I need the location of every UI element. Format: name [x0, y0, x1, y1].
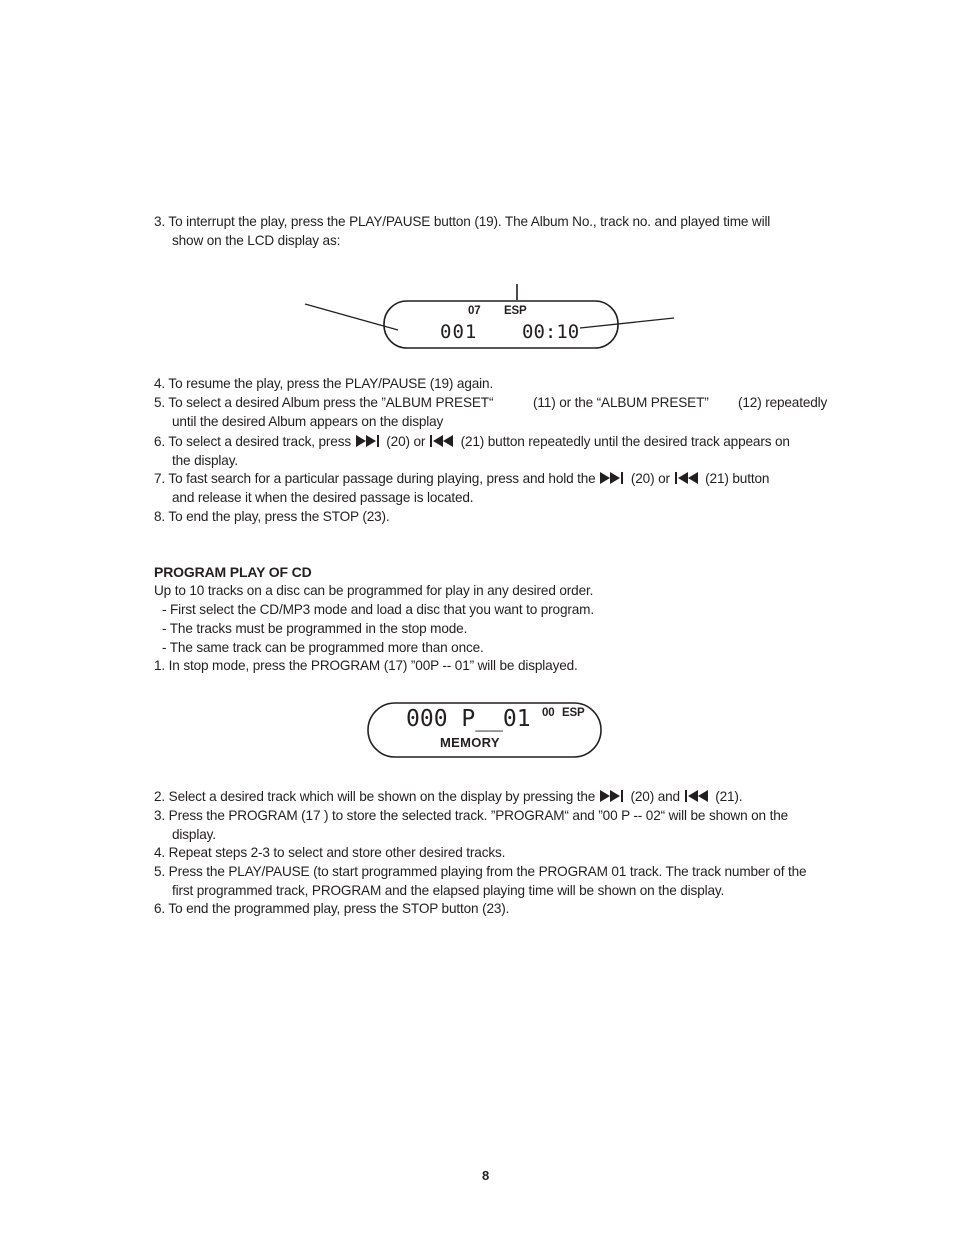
skip-backward-icon — [429, 434, 457, 448]
program-step-5-line-1: 5. Press the PLAY/PAUSE (to start programmed playing from the PROGRAM 01 track. The track number of the — [154, 864, 807, 879]
step-7-text-c: (21) button — [705, 471, 770, 486]
step-7-text-a: 7. To fast search for a particular passage during playing, press and hold the — [154, 471, 596, 486]
lcd1-album-number: 07 — [468, 305, 481, 317]
page-number: 8 — [482, 1168, 490, 1183]
step-6-text-a: 6. To select a desired track, press — [154, 434, 351, 449]
skip-forward-icon — [599, 789, 627, 803]
skip-forward-icon — [355, 434, 383, 448]
step-7-text-b: (20) or — [630, 471, 670, 486]
step-5-text-c: (12) repeatedly — [738, 395, 828, 410]
step-7-line-1 — [154, 469, 769, 488]
step-6-line-2: the display. — [172, 453, 238, 468]
program-step-1: 1. In stop mode, press the PROGRAM (17) ”00P -- 01” will be displayed. — [154, 658, 578, 673]
program-step-2-text-a: 2. Select a desired track which will be shown on the display by pressing the — [154, 789, 596, 804]
program-step-2 — [154, 787, 742, 806]
program-intro: Up to 10 tracks on a disc can be programmed for play in any desired order. — [154, 583, 594, 598]
program-step-2-text-b: (20) and — [630, 789, 680, 804]
step-8: 8. To end the play, press the STOP (23). — [154, 509, 390, 524]
program-step-3-line-2: display. — [172, 827, 216, 842]
lcd2-count: 00 — [542, 707, 555, 719]
step-4: 4. To resume the play, press the PLAY/PAUSE (19) again. — [154, 376, 494, 391]
step-3-line-2: show on the LCD display as: — [172, 233, 341, 248]
lcd2-esp-label: ESP — [562, 707, 585, 719]
program-bullet-1: - First select the CD/MP3 mode and load a disc that you want to program. — [162, 602, 594, 617]
lcd1-time: 00:10 — [522, 321, 580, 343]
skip-backward-icon — [684, 789, 712, 803]
step-3-line-1: 3. To interrupt the play, press the PLAY/PAUSE button (19). The Album No., track no. and played time will — [154, 214, 771, 229]
skip-forward-icon — [599, 471, 627, 485]
step-6-text-b: (20) or — [386, 434, 426, 449]
step-6-line-1 — [154, 432, 790, 451]
program-bullet-2: - The tracks must be programmed in the stop mode. — [162, 621, 468, 636]
lcd2-memory-label: MEMORY — [440, 735, 500, 750]
program-step-5-line-2: first programmed track, PROGRAM and the elapsed playing time will be shown on the display. — [172, 883, 725, 898]
lcd1-track-number: 001 — [440, 321, 478, 343]
program-step-2-text-c: (21). — [715, 789, 743, 804]
lcd1-esp-label: ESP — [504, 305, 527, 317]
step-7-line-2: and release it when the desired passage is located. — [172, 490, 474, 505]
step-6-text-c: (21) button repeatedly until the desired track appears on — [460, 434, 790, 449]
lcd2-digits: 000 P__01 — [406, 706, 531, 732]
skip-backward-icon — [674, 471, 702, 485]
step-5-line-1 — [154, 393, 493, 412]
program-step-4: 4. Repeat steps 2-3 to select and store other desired tracks. — [154, 845, 506, 860]
step-5-text-b: (11) or the “ALBUM PRESET” — [533, 395, 709, 410]
program-bullet-3: - The same track can be programmed more than once. — [162, 640, 484, 655]
program-step-6: 6. To end the programmed play, press the STOP button (23). — [154, 901, 510, 916]
step-5-line-2: until the desired Album appears on the display — [172, 414, 444, 429]
section-heading: PROGRAM PLAY OF CD — [154, 564, 312, 580]
program-step-3-line-1: 3. Press the PROGRAM (17 ) to store the selected track. ”PROGRAM“ and ”00 P -- 02“ will be shown on the — [154, 808, 789, 823]
step-5-text-a: 5. To select a desired Album press the ”ALBUM PRESET“ — [154, 395, 494, 410]
